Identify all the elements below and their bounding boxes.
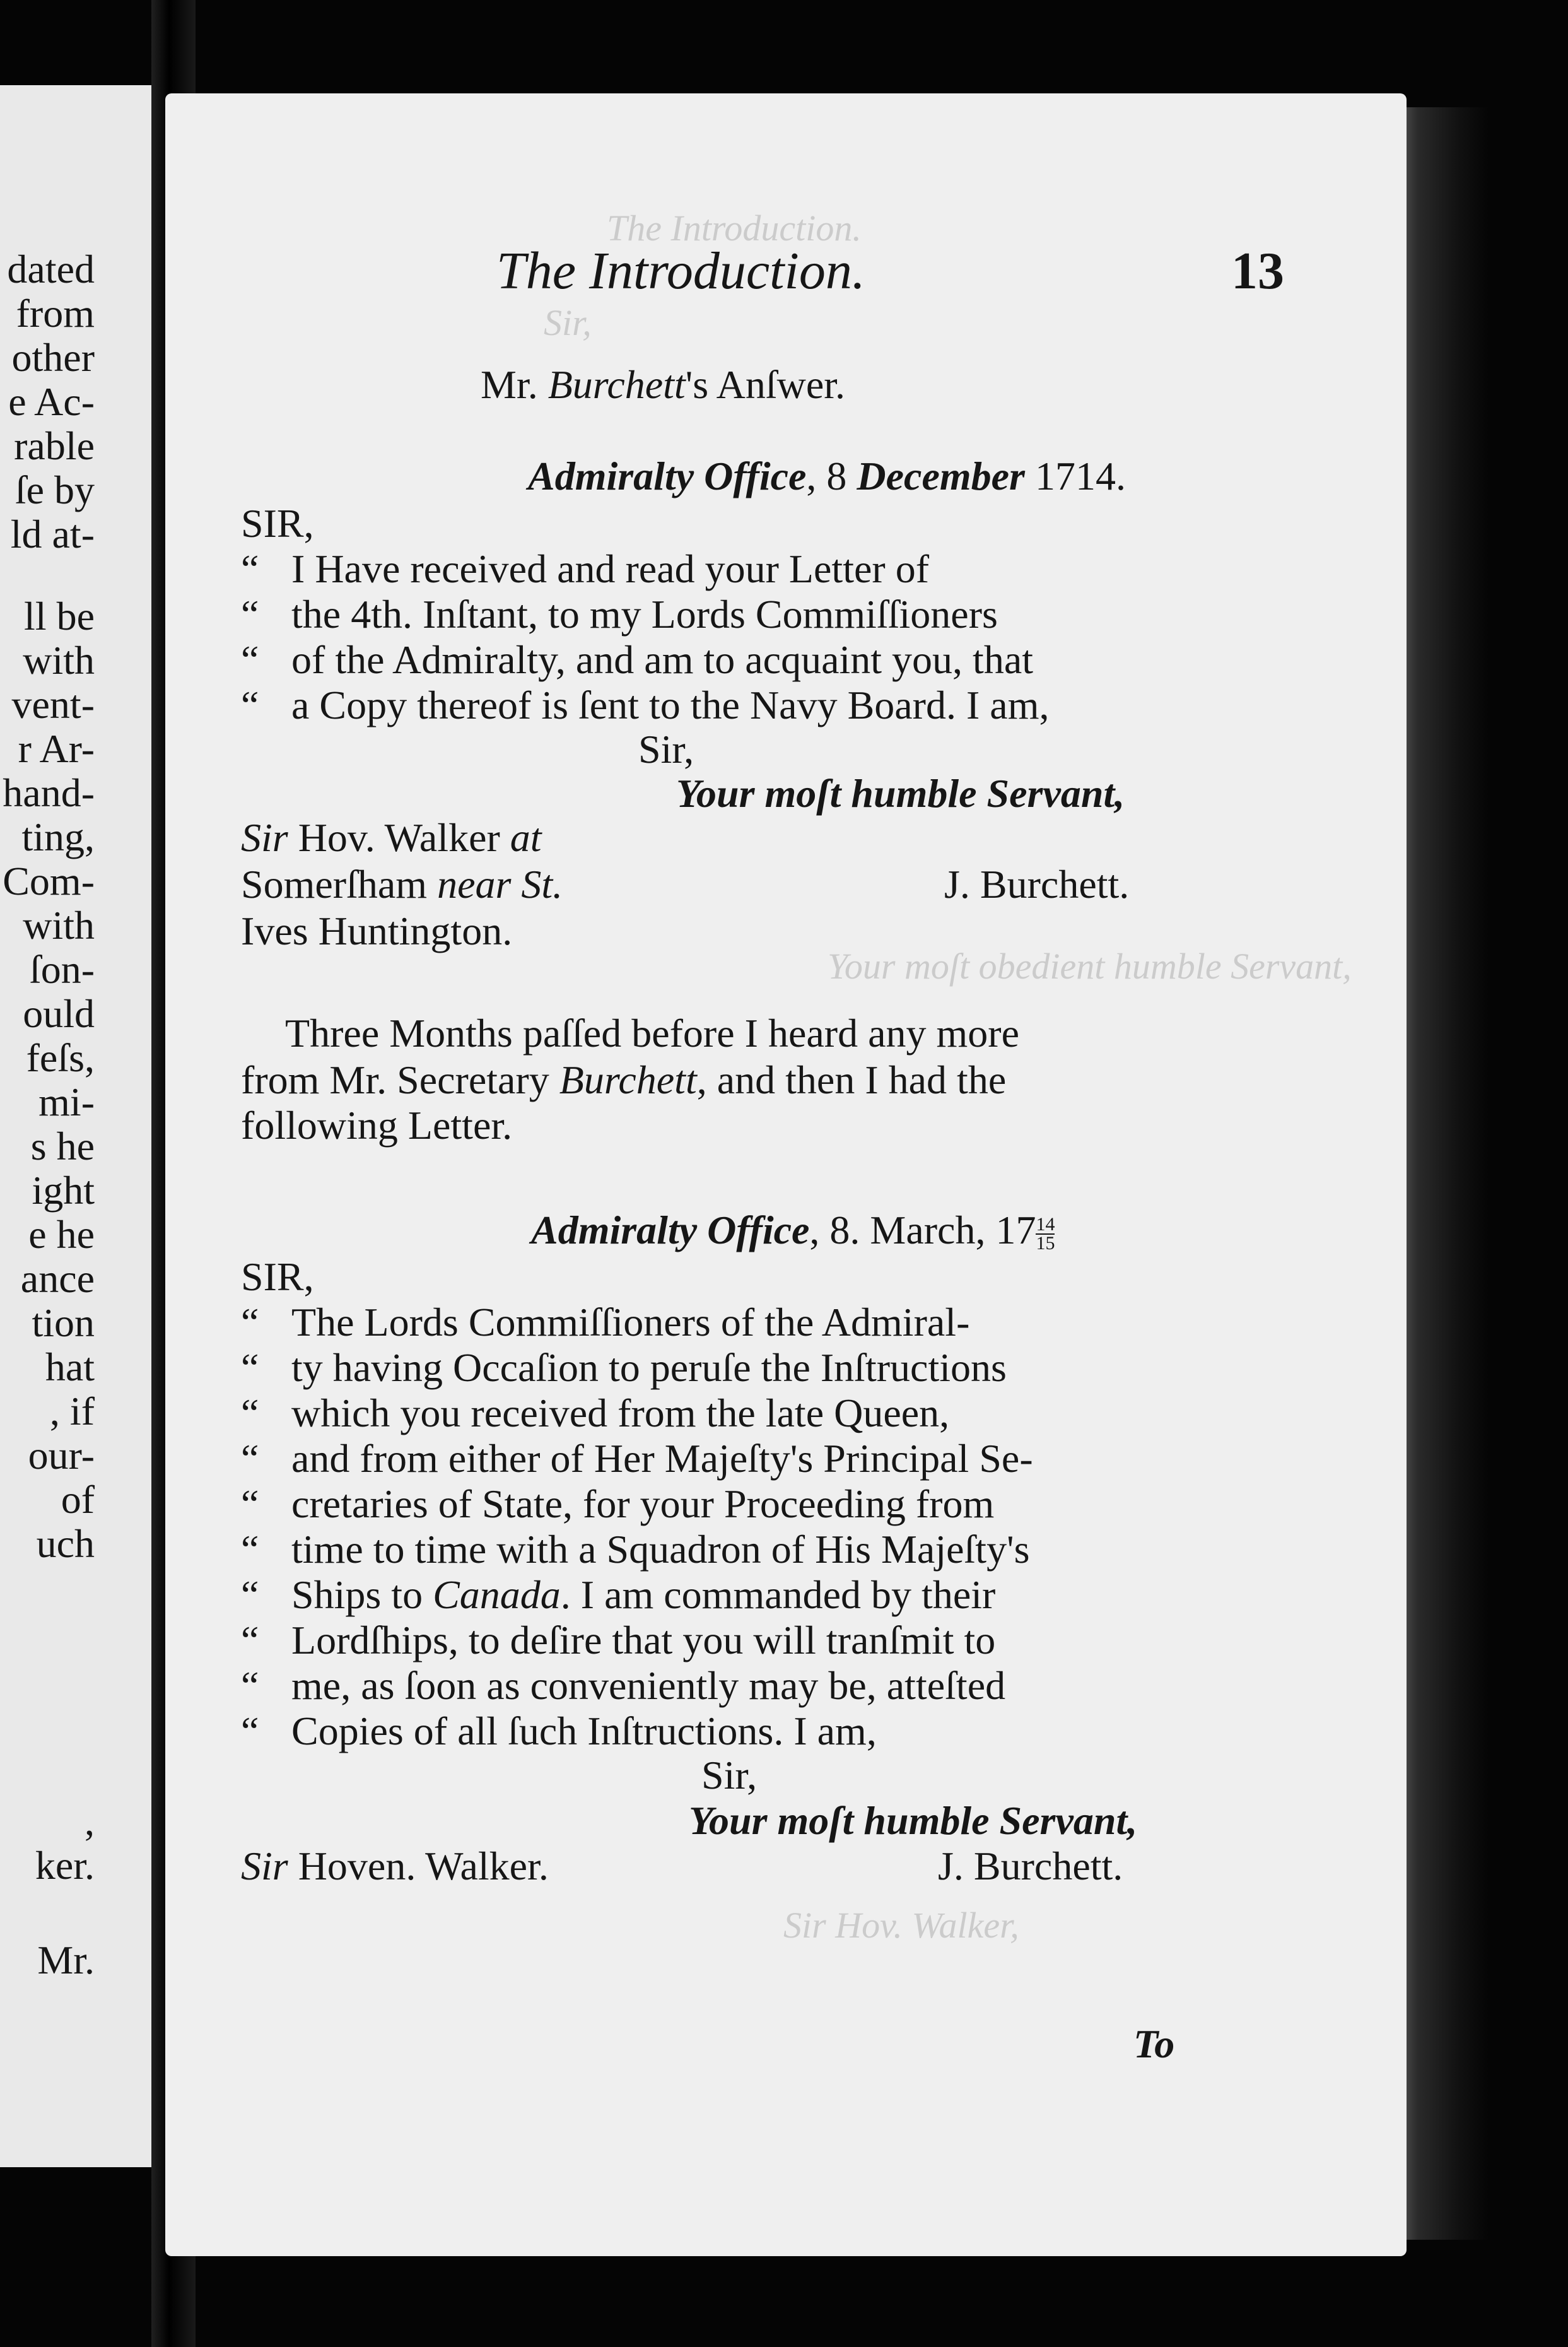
narrative-line: Three Months paſſed before I heard any more — [285, 1011, 1019, 1056]
letter2-closing: Your moſt humble Servant, — [689, 1798, 1138, 1843]
letter1-dateline: Admiralty Office, 8 December 1714. — [528, 454, 1126, 498]
letter2-dateline: Admiralty Office, 8. March, 17 $\frac{14}{15}$ — [531, 1208, 1055, 1254]
left-page-text-fragment: mi- — [38, 1079, 95, 1124]
narrative-line: from Mr. Secretary Burchett, and then I had the — [241, 1057, 1007, 1102]
letter1-line: “ of the Admiralty, and am to acquaint you, that — [241, 637, 1033, 682]
left-page-text-fragment: rable — [14, 423, 95, 468]
left-page-text-fragment: ker. — [35, 1843, 95, 1888]
letter1-signature: J. Burchett. — [944, 862, 1130, 907]
letter2-address: Sir Hoven. Walker. — [241, 1844, 549, 1888]
letter2-signature: J. Burchett. — [938, 1844, 1123, 1888]
left-page-text-fragment: e he — [28, 1212, 95, 1257]
left-page-text-fragment: Mr. — [37, 1938, 95, 1982]
left-page-text-fragment: from — [16, 291, 95, 336]
left-page-text-fragment: uch — [36, 1521, 95, 1566]
letter2-line: “ time to time with a Squadron of His Majeſty's — [241, 1527, 1030, 1572]
letter2-line: “ Ships to Canada. I am commanded by their — [241, 1572, 996, 1617]
letter2-line: “ The Lords Commiſſioners of the Admiral- — [241, 1300, 970, 1344]
left-page-text-fragment: ll be — [24, 594, 95, 638]
left-page-text-fragment: hat — [45, 1344, 95, 1389]
left-page-text-fragment: ld at- — [10, 512, 95, 556]
letter2-salutation: SIR, — [241, 1254, 314, 1299]
catchword: To — [1133, 2021, 1175, 2066]
left-page-text-fragment: our- — [28, 1433, 95, 1478]
left-page-text-fragment: feſs, — [26, 1035, 95, 1080]
letter2-closing-sir: Sir, — [701, 1753, 758, 1797]
left-page-text-fragment: ould — [23, 991, 95, 1036]
left-page-text-fragment: dated — [7, 247, 95, 291]
letter2-line: “ which you received from the late Queen, — [241, 1391, 950, 1435]
left-page-text-fragment: ſe by — [15, 468, 95, 512]
left-page-text-fragment: ight — [32, 1168, 95, 1213]
book-page: The Introduction. Sir, Your moſt obedient humble Servant, Sir Hov. Walker, The Introduction. 13 Mr. Burchett's Anſwer. Admiralty Office, 8 December 1714. SIR, “ I Have received and read your Letter of “ the 4th. Inſtant, to my Lords Commiſſioners “ of the Admiralty, and am to acquaint you, that “ a Copy thereof is ſent to the Navy Board. I am, Sir, Your moſt humble Servant, Sir Hov. Walker at Somerſham near St. J. Burchett. Ives Huntington. Three Months paſſed before I heard any more from Mr. Secretary Burchett, and then I had the following Letter. Admiralty Office, 8. March, 17 $\frac{14}{15}$ SIR, “ The Lords Commiſſioners of the Admiral- “ ty having Occaſion to peruſe the Inſtructions “ which you received from the late Queen, “ and from either of Her Majeſty's Principal Se- “ cretaries of State, for your Proceeding from “ time to time with a Squadron of His Majeſty's “ Ships to Canada. I am commanded by their “ Lordſhips, to deſire that you will tranſmit to “ me, as ſoon as conveniently may be, atteſted “ Copies of all ſuch Inſtructions. I am, Sir, Your moſt humble Servant, Sir Hoven. Walker. J. Burchett. To — [165, 93, 1407, 2256]
left-page-text-fragment: hand- — [3, 770, 95, 815]
letter1-line: “ a Copy thereof is ſent to the Navy Board. I am, — [241, 683, 1050, 727]
left-page-text-fragment: Com- — [3, 859, 95, 903]
left-page-text-fragment: s he — [30, 1124, 95, 1168]
letter2-line: “ Copies of all ſuch Inſtructions. I am, — [241, 1709, 877, 1753]
letter1-address: Sir Hov. Walker at — [241, 815, 542, 860]
left-page-text-fragment: vent- — [11, 682, 95, 727]
left-page-text-fragment: ting, — [21, 815, 95, 859]
letter1-line: “ I Have received and read your Letter of — [241, 546, 929, 591]
letter2-line: “ cretaries of State, for your Proceeding from — [241, 1481, 995, 1526]
left-page-text-fragment: with — [23, 638, 95, 683]
narrative-line: following Letter. — [241, 1103, 513, 1148]
running-title: The Introduction. — [496, 242, 865, 300]
left-page-text-fragment: other — [11, 335, 95, 380]
left-page-text-fragment: of — [61, 1477, 95, 1522]
left-page-text-fragment: , if — [49, 1389, 95, 1433]
letter1-heading: Mr. Burchett's Anſwer. — [481, 362, 845, 407]
left-page-text-fragment: r Ar- — [18, 726, 95, 771]
letter1-closing-sir: Sir, — [638, 727, 694, 772]
left-page-text-fragment: , — [85, 1799, 95, 1844]
letter2-line: “ Lordſhips, to deſire that you will tranſmit to — [241, 1618, 996, 1662]
left-page-fragment — [0, 85, 151, 2167]
page-number: 13 — [1231, 242, 1284, 300]
left-page-text-fragment: ſon- — [29, 947, 95, 992]
left-page-text-fragment: tion — [32, 1300, 95, 1345]
letter1-closing: Your moſt humble Servant, — [676, 771, 1125, 816]
left-page-text-fragment: with — [23, 903, 95, 948]
letter1-line: “ the 4th. Inſtant, to my Lords Commiſſioners — [241, 592, 998, 637]
letter1-address: Somerſham near St. — [241, 862, 563, 907]
letter1-salutation: SIR, — [241, 501, 314, 546]
letter2-line: “ me, as ſoon as conveniently may be, atteſted — [241, 1663, 1006, 1708]
letter2-line: “ ty having Occaſion to peruſe the Inſtructions — [241, 1345, 1007, 1390]
left-page-text-fragment: ance — [20, 1256, 95, 1301]
letter1-address: Ives Huntington. — [241, 909, 513, 953]
letter2-line: “ and from either of Her Majeſty's Principal Se- — [241, 1436, 1033, 1481]
left-page-text-fragment: e Ac- — [8, 379, 95, 424]
